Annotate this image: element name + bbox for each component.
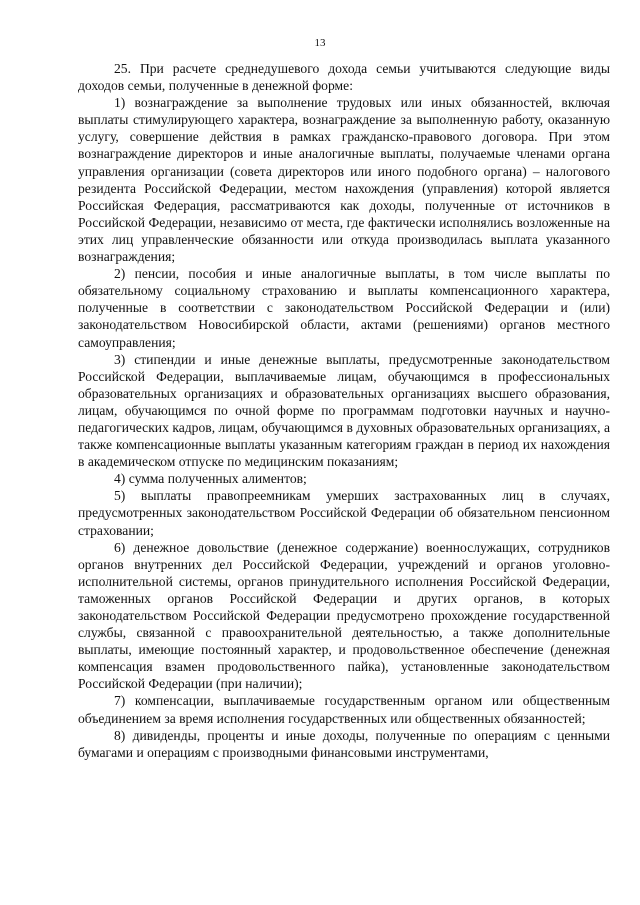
paragraph-item-6: 6) денежное довольствие (денежное содержание) военнослужащих, сотрудников органов внутренних дел Российской Федерации, учреждений и органов уголовно-исполнительной системы, органов принудительного исполнения Российской Федерации, таможенных органов Российской Федерации и других органов, в которых законодательством Российской Федерации предусмотрено прохождение государственной службы, связанной с правоохранительной деятельностью, а также дополнительные выплаты, имеющие постоянный характер, и продовольственное обеспечение (денежная компенсация взамен продовольственного пайка), установленные законодательством Российской Федерации (при наличии); <box>78 539 610 692</box>
paragraph-item-1: 1) вознаграждение за выполнение трудовых или иных обязанностей, включая выплаты стимулирующего характера, вознаграждение за выполненную работу, оказанную услугу, совершение действия в рамках гражданско-правового договора. При этом вознаграждение директоров и иные аналогичные выплаты, получаемые членами органа управления организации (совета директоров или иного подобного органа) – налогового резидента Российской Федерации, местом нахождения (управления) которой является Российская Федерация, рассматриваются как доходы, полученные от источников в Российской Федерации, независимо от места, где фактически исполнялись возложенные на этих лиц управленческие обязанности или откуда производилась выплата указанного вознаграждения; <box>78 95 610 265</box>
page-number: 13 <box>314 37 326 49</box>
paragraph-item-4: 4) сумма полученных алиментов; <box>114 471 307 487</box>
paragraph-item-8: 8) дивиденды, проценты и иные доходы, полученные по операциям с ценными бумагами и операциям с производными финансовыми инструментами, <box>78 727 610 760</box>
paragraph-25-intro: 25. При расчете среднедушевого дохода семьи учитываются следующие виды доходов семьи, полученные в денежной форме: <box>78 61 610 94</box>
document-body <box>78 60 610 761</box>
paragraph-item-2: 2) пенсии, пособия и иные аналогичные выплаты, в том числе выплаты по обязательному социальному страхованию и выплаты компенсационного характера, полученные в соответствии с законодательством Российской Федерации и (или) законодательством Новосибирской области, актами (решениями) органов местного самоуправления; <box>78 266 610 350</box>
paragraph-item-3: 3) стипендии и иные денежные выплаты, предусмотренные законодательством Российской Федерации, выплачиваемые лицам, обучающимся в профессиональных образовательных организациях и образовательных организациях высшего образования, лицам, обучающимся по очной форме по программам подготовки научных и научно-педагогических кадров, лицам, обучающимся в духовных образовательных организациях, а также компенсационные выплаты указанным категориям граждан в период их нахождения в академическом отпуске по медицинским показаниям; <box>78 351 610 470</box>
paragraph-item-5: 5) выплаты правопреемникам умерших застрахованных лиц в случаях, предусмотренных законодательством Российской Федерации об обязательном пенсионном страховании; <box>78 488 610 538</box>
paragraph-item-7: 7) компенсации, выплачиваемые государственным органом или общественным объединением за время исполнения государственных или общественных обязанностей; <box>78 693 610 726</box>
